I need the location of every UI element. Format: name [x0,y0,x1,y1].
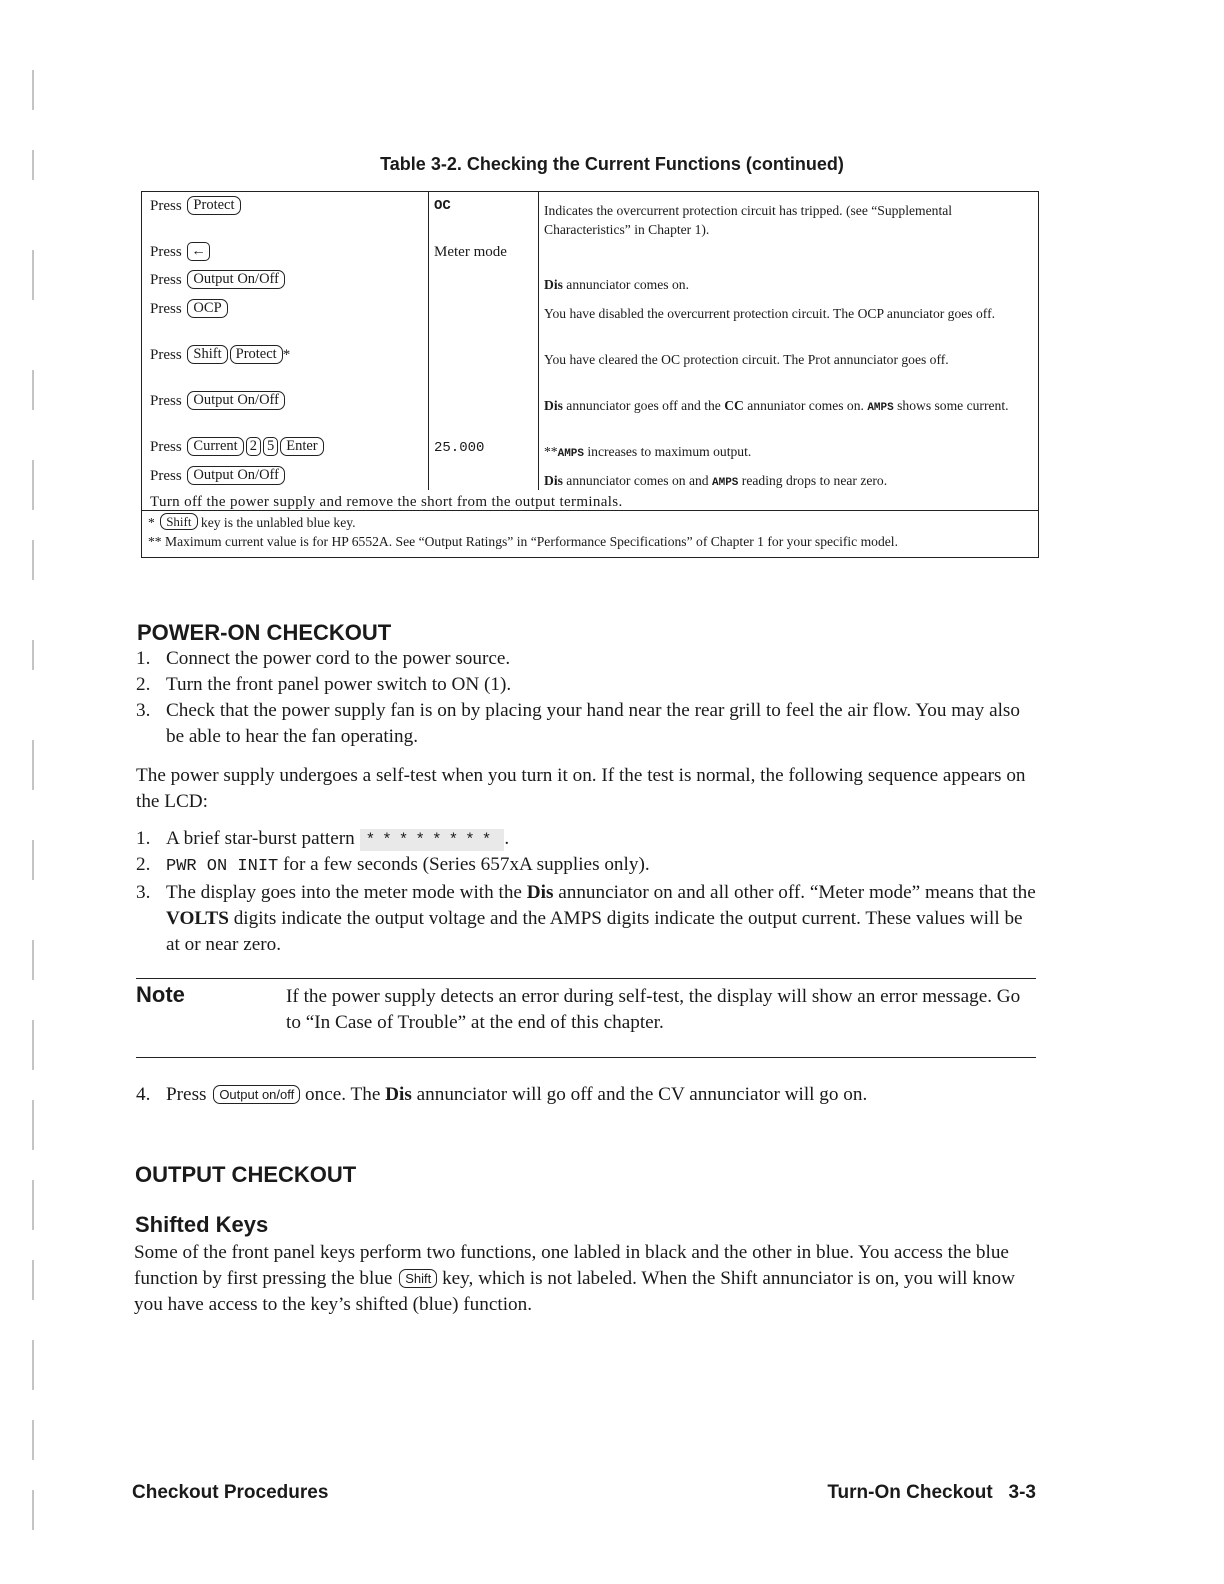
protect-key: Protect [230,345,283,364]
footer-left: Checkout Procedures [132,1482,329,1503]
shifted-keys-heading: Shifted Keys [135,1212,269,1237]
enter-key: Enter [280,437,323,456]
output-on-off-key: Output On/Off [187,270,285,289]
list-item: 1. A brief star-burst pattern ******** . [136,828,510,849]
list-item: 1. Connect the power cord to the power source. [136,648,511,669]
output-on-off-key: Output On/Off [187,466,285,485]
note-top-rule [136,978,1036,979]
note-text: If the power supply detects an error during self-test, the display will show an error message. Go to “In Case of Trouble” at the end of this chapter. [286,986,1021,1033]
current-functions-table [141,191,1039,558]
column-divider [428,192,429,490]
back-arrow-key: ← [187,242,210,261]
shift-key: Shift [399,1269,437,1288]
self-test-sequence [136,826,1036,958]
output-checkout-heading: OUTPUT CHECKOUT [135,1162,357,1187]
result-text: You have cleared the OC protection circuit. The Prot annunciator goes off. [544,352,949,367]
shift-key: Shift [160,513,197,530]
list-item: 2. Turn the front panel power switch to ON (1). [136,674,512,695]
shifted-keys-paragraph: Some of the front panel keys perform two functions, one labled in black and the other in blue. You access the blue function by first pressing the blue Shift key, which is not labeled. When the Shift annunciator is on, you will know you have access to the key’s shifted (blue) function. [134,1242,1015,1315]
digit-2-key: 2 [246,437,261,456]
output-on-off-key: Output on/off [213,1085,300,1104]
footnote-2: ** Maximum current value is for HP 6552A. See “Output Ratings” in “Performance Specifications” of Chapter 1 for your specific model. [148,534,898,549]
display-readout: OC [434,198,451,214]
shift-key: Shift [187,345,227,364]
binding-marks [28,40,42,1540]
footnote-1: * Shift key is the unlabled blue key. [148,514,356,530]
table-body: Press Protect OC Indicates the overcurrent protection circuit has tripped. (see “Supplemental Characteristics” in Chapter 1). Press ← Meter mode Press Output On/Off Dis annunciator comes on. Press OCP You have disabled the overcurrent protection circuit. The OCP anunciator goes off. Press Shift Protect * You have cleared the OC protection circuit. The Prot annunciator goes off. Press Output On/Off Dis annunciator goes off and the CC annuniator comes on. AMPS shows some current. Press Current 2 5 Enter 25.000 **AMPS increases to maximum output. Press Output On/Off Dis annunciator comes on and AMPS reading drops to near zero. Turn off the power supply and remove the short from the output terminals. [142,192,1038,511]
current-key: Current [187,437,243,456]
note-bottom-rule [136,1057,1036,1058]
digit-5-key: 5 [263,437,278,456]
list-item: 3. The display goes into the meter mode with the Dis annunciator on and all other off. “Meter mode” means that the VOLTS digits indicate the output voltage and the AMPS digits indicate the output current. These values will be at or near zero. [136,882,1036,955]
output-on-off-key: Output On/Off [187,391,285,410]
self-test-intro: The power supply undergoes a self-test when you turn it on. If the test is normal, the following sequence appears on the LCD: [136,765,1026,812]
table-footnotes [142,511,1038,557]
star-burst-pattern: ******** [360,829,505,851]
display-readout: 25.000 [434,440,485,456]
ocp-key: OCP [187,299,227,318]
result-text: You have disabled the overcurrent protection circuit. The OCP anunciator goes off. [544,306,995,321]
display-readout: Meter mode [434,244,507,260]
footer-right: Turn-On Checkout 3-3 [827,1482,1036,1503]
list-item: 2. PWR ON INIT for a few seconds (Series 657xA supplies only). [136,854,650,876]
step-4 [136,1082,1036,1108]
power-on-steps [136,646,1036,750]
power-on-heading: POWER-ON CHECKOUT [137,620,392,645]
list-item: 3. Check that the power supply fan is on by placing your hand near the rear grill to feel the air flow. You may also be able to hear the fan operating. [136,700,1020,747]
note-label: Note [136,982,185,1007]
list-item: 4. Press Output on/off once. The Dis annunciator will go off and the CV annunciator will go on. [136,1084,868,1105]
result-text: Indicates the overcurrent protection circuit has tripped. (see “Supplemental Characteristics” in Chapter 1). [544,203,953,237]
protect-key: Protect [187,196,240,215]
turn-off-instruction: Turn off the power supply and remove the short from the output terminals. [150,494,623,510]
column-divider [538,192,539,490]
table-title: Table 3-2. Checking the Current Functions (continued) [380,154,844,174]
